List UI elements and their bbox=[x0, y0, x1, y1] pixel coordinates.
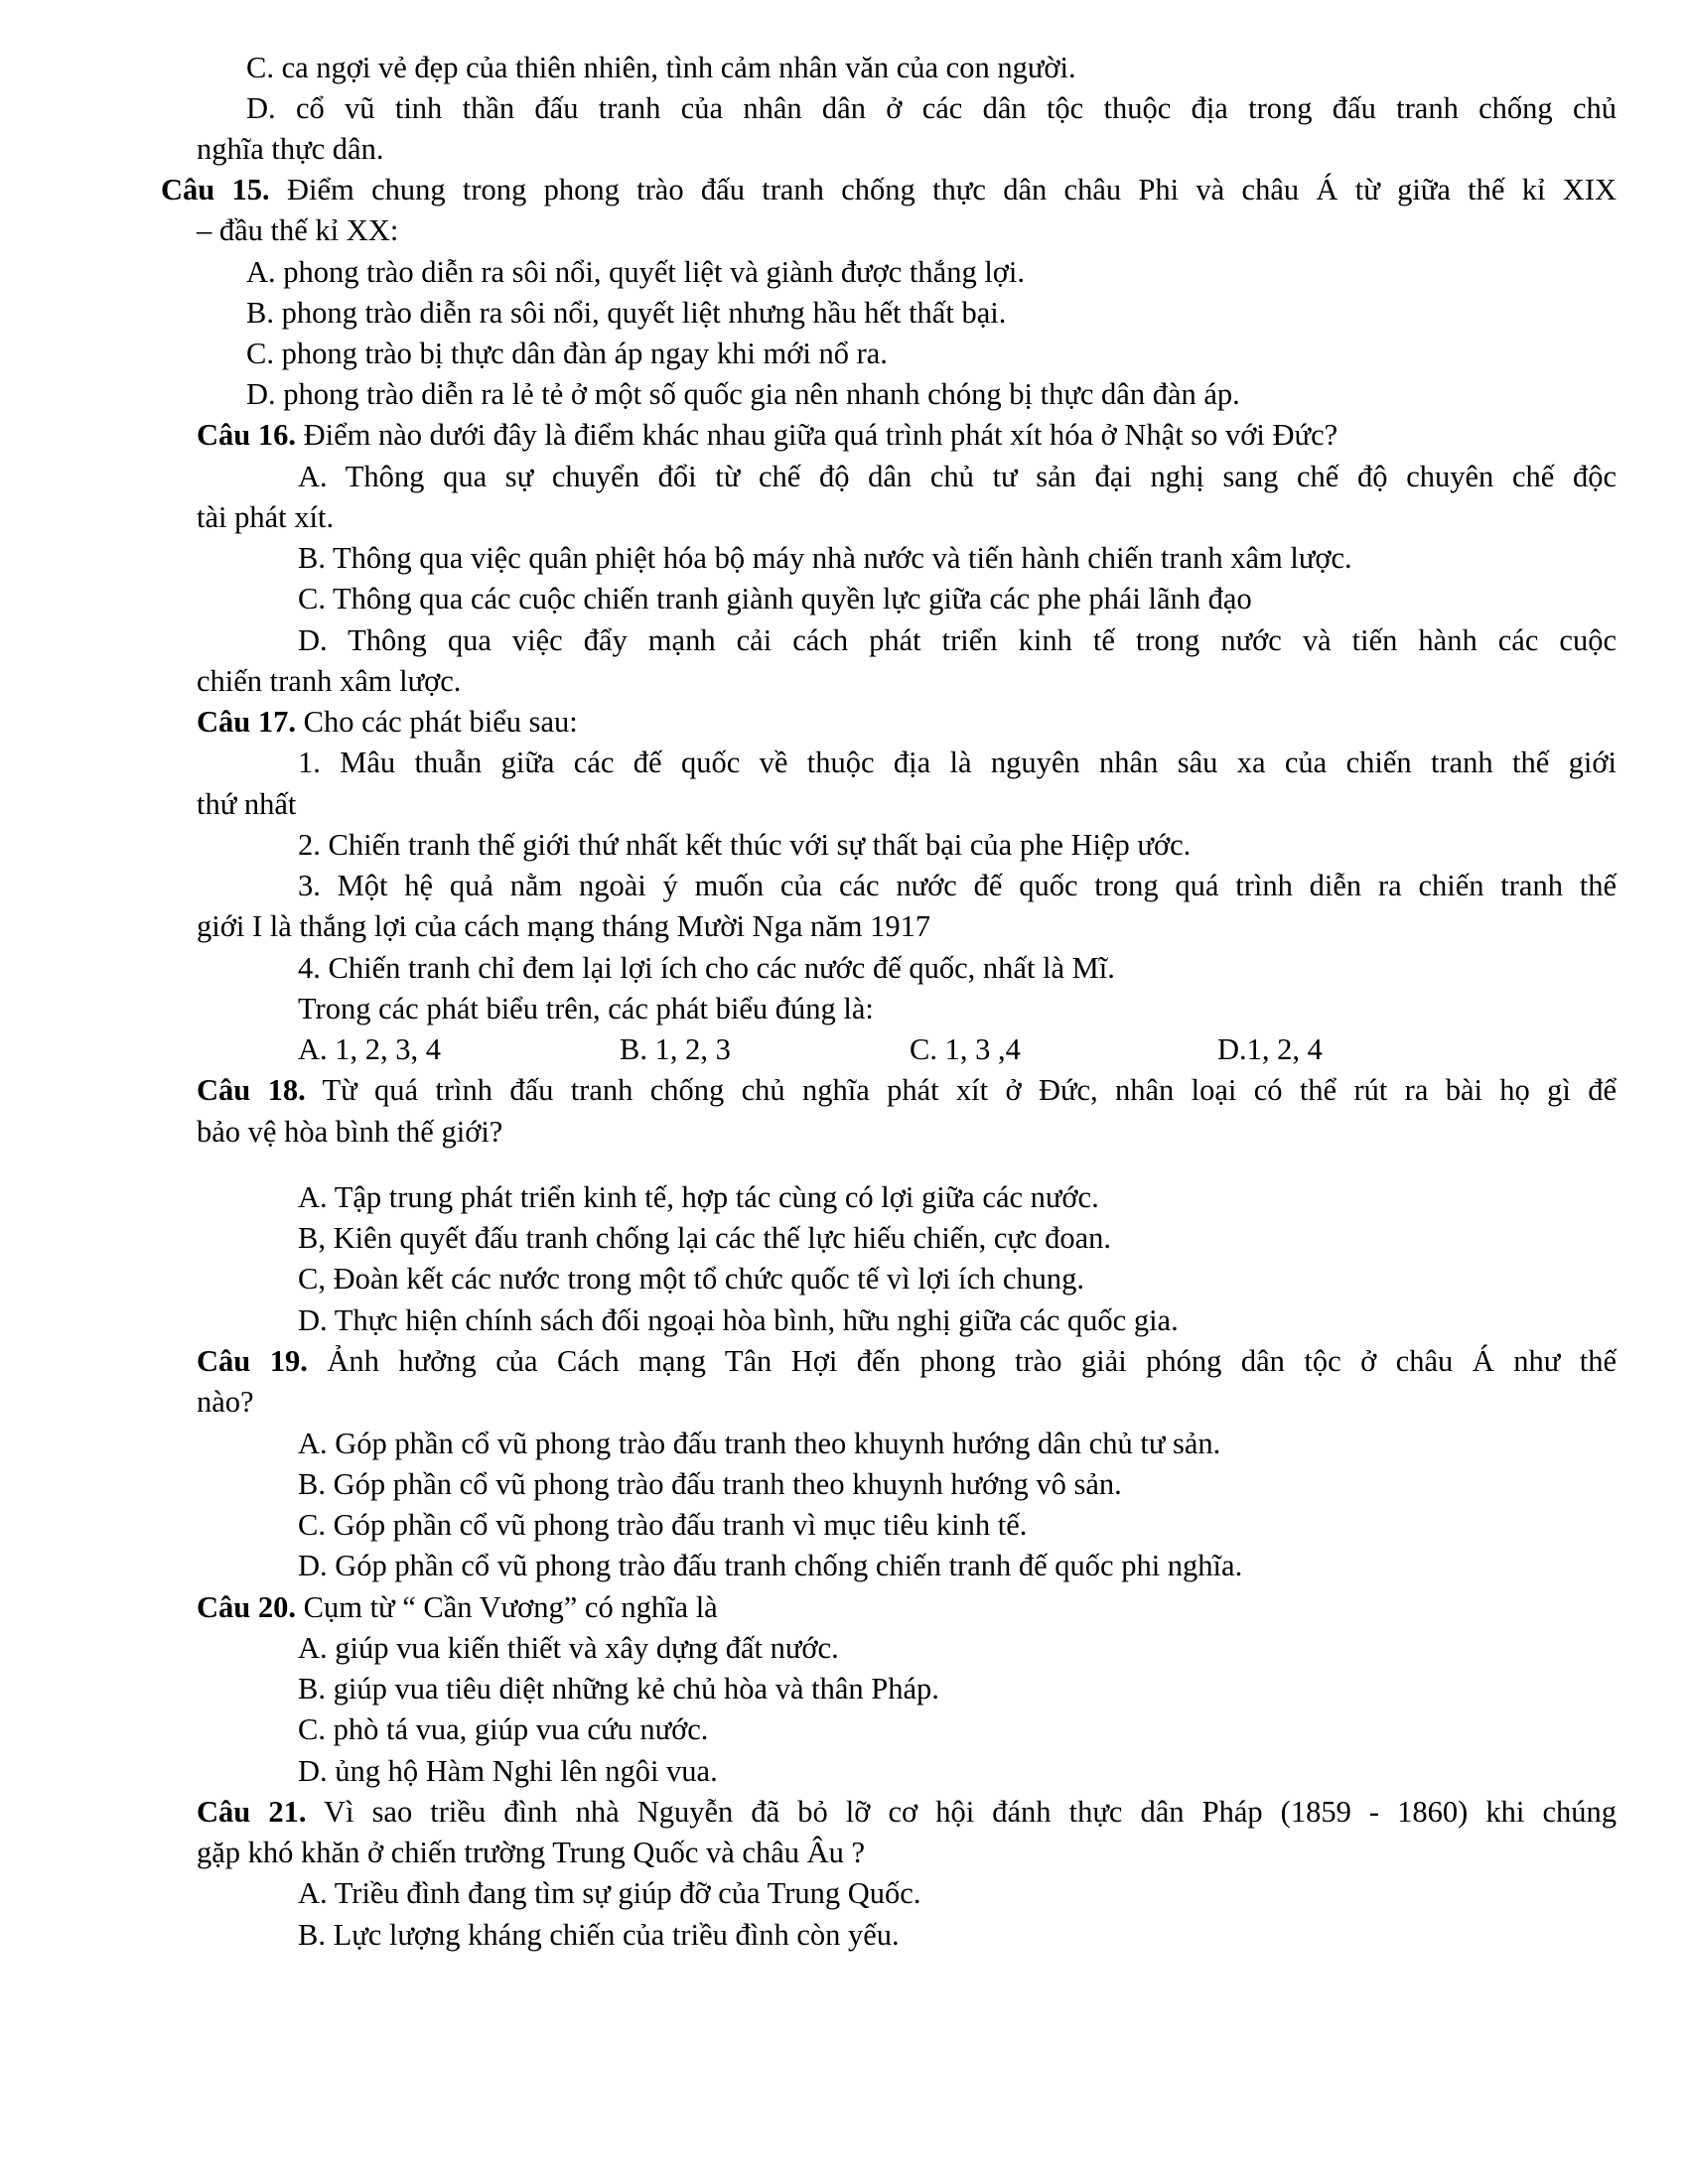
q19-option-a: A. Góp phần cổ vũ phong trào đấu tranh theo khuynh hướng dân chủ tư sản. bbox=[298, 1427, 1221, 1460]
q17-prompt: Trong các phát biểu trên, các phát biểu đúng là: bbox=[298, 992, 874, 1025]
question-label: Câu 15. bbox=[161, 173, 270, 206]
q18-option-b: B, Kiên quyết đấu tranh chống lại các thế lực hiếu chiến, cực đoan. bbox=[298, 1221, 1111, 1255]
question-text: Ảnh hưởng của Cách mạng Tân Hợi đến phong trào giải phóng dân tộc ở châu Á như thế bbox=[327, 1344, 1618, 1378]
question-21 bbox=[197, 1794, 1617, 1830]
question-19 bbox=[197, 1343, 1617, 1379]
q19-option-b: B. Góp phần cổ vũ phong trào đấu tranh theo khuynh hướng vô sản. bbox=[298, 1467, 1122, 1501]
q21-option-a: A. Triều đình đang tìm sự giúp đỡ của Trung Quốc. bbox=[298, 1876, 921, 1910]
q20-option-b: B. giúp vua tiêu diệt những kẻ chủ hòa và thân Pháp. bbox=[298, 1672, 939, 1706]
question-text: Điểm nào dưới đây là điểm khác nhau giữa quá trình phát xít hóa ở Nhật so với Đức? bbox=[303, 418, 1338, 452]
question-label: Câu 18. bbox=[197, 1073, 306, 1107]
q20-option-a: A. giúp vua kiến thiết và xây dựng đất nước. bbox=[298, 1631, 839, 1665]
question-15 bbox=[161, 172, 1617, 207]
q17-option-b: B. 1, 2, 3 bbox=[620, 1032, 731, 1066]
question-label: Câu 20. bbox=[197, 1590, 296, 1624]
question-text: Cho các phát biểu sau: bbox=[303, 705, 578, 739]
q16-option-a-line1: A. Thông qua sự chuyển đổi từ chế độ dân chủ tư sản đại nghị sang chế độ chuyên chế độc bbox=[298, 460, 1617, 493]
q20-option-c: C. phò tá vua, giúp vua cứu nước. bbox=[298, 1712, 709, 1746]
q16-option-c: C. Thông qua các cuộc chiến tranh giành quyền lực giữa các phe phái lãnh đạo bbox=[298, 582, 1252, 615]
q18-option-a: A. Tập trung phát triển kinh tế, hợp tác cùng có lợi giữa các nước. bbox=[298, 1180, 1099, 1214]
question-20 bbox=[197, 1589, 718, 1625]
q15-option-a: A. phong trào diễn ra sôi nổi, quyết liệt và giành được thắng lợi. bbox=[246, 255, 1026, 289]
q14-option-d-line2: nghĩa thực dân. bbox=[197, 132, 384, 166]
q18-text-line2: bảo vệ hòa bình thế giới? bbox=[197, 1115, 503, 1149]
q18-option-c: C, Đoàn kết các nước trong một tổ chức quốc tế vì lợi ích chung. bbox=[298, 1262, 1085, 1296]
question-16 bbox=[197, 417, 1337, 453]
question-text: Từ quá trình đấu tranh chống chủ nghĩa phát xít ở Đức, nhân loại có thể rút ra bài họ gì để bbox=[305, 1073, 1617, 1107]
q17-option-a: A. 1, 2, 3, 4 bbox=[298, 1032, 442, 1066]
q17-statement-1-line2: thứ nhất bbox=[197, 787, 297, 821]
q17-option-c: C. 1, 3 ,4 bbox=[910, 1032, 1021, 1066]
q20-option-d: D. ủng hộ Hàm Nghi lên ngôi vua. bbox=[298, 1754, 718, 1788]
question-label: Câu 21. bbox=[197, 1795, 307, 1829]
question-label: Câu 19. bbox=[197, 1344, 308, 1378]
q21-text-line2: gặp khó khăn ở chiến trường Trung Quốc và châu Âu ? bbox=[197, 1836, 866, 1869]
question-label: Câu 16. bbox=[197, 418, 296, 452]
question-label: Câu 17. bbox=[197, 705, 296, 739]
q17-statement-2: 2. Chiến tranh thế giới thứ nhất kết thúc với sự thất bại của phe Hiệp ước. bbox=[298, 828, 1192, 862]
q16-option-d-line2: chiến tranh xâm lược. bbox=[197, 664, 462, 698]
q17-statement-4: 4. Chiến tranh chỉ đem lại lợi ích cho các nước đế quốc, nhất là Mĩ. bbox=[298, 951, 1115, 985]
question-text: Điểm chung trong phong trào đấu tranh chống thực dân châu Phi và châu Á từ giữa thế kỉ XIX bbox=[287, 173, 1617, 206]
q21-option-b: B. Lực lượng kháng chiến của triều đình còn yếu. bbox=[298, 1918, 900, 1952]
q17-statement-3-line1: 3. Một hệ quả nằm ngoài ý muốn của các nước đế quốc trong quá trình diễn ra chiến tranh thế bbox=[298, 869, 1617, 902]
q19-option-c: C. Góp phần cổ vũ phong trào đấu tranh vì mục tiêu kinh tế. bbox=[298, 1508, 1028, 1542]
q18-option-d: D. Thực hiện chính sách đối ngoại hòa bình, hữu nghị giữa các quốc gia. bbox=[298, 1303, 1179, 1337]
question-text: Vì sao triều đình nhà Nguyễn đã bỏ lỡ cơ hội đánh thực dân Pháp (1859 - 1860) khi chúng bbox=[323, 1795, 1617, 1829]
q15-option-b: B. phong trào diễn ra sôi nổi, quyết liệt nhưng hầu hết thất bại. bbox=[246, 296, 1007, 330]
q17-statement-3-line2: giới I là thắng lợi của cách mạng tháng Mười Nga năm 1917 bbox=[197, 909, 931, 943]
q16-option-b: B. Thông qua việc quân phiệt hóa bộ máy nhà nước và tiến hành chiến tranh xâm lược. bbox=[298, 541, 1352, 575]
q16-option-d-line1: D. Thông qua việc đẩy mạnh cải cách phát triển kinh tế trong nước và tiến hành các cuộc bbox=[298, 623, 1617, 657]
q15-text-line2: – đầu thế kỉ XX: bbox=[197, 213, 399, 247]
question-17 bbox=[197, 704, 578, 740]
question-18 bbox=[197, 1072, 1617, 1108]
q14-option-c: C. ca ngợi vẻ đẹp của thiên nhiên, tình cảm nhân văn của con người. bbox=[246, 51, 1076, 84]
q15-option-d: D. phong trào diễn ra lẻ tẻ ở một số quốc gia nên nhanh chóng bị thực dân đàn áp. bbox=[246, 377, 1240, 411]
q19-option-d: D. Góp phần cổ vũ phong trào đấu tranh chống chiến tranh đế quốc phi nghĩa. bbox=[298, 1549, 1243, 1582]
q16-option-a-line2: tài phát xít. bbox=[197, 500, 335, 534]
question-text: Cụm từ “ Cần Vương” có nghĩa là bbox=[296, 1590, 718, 1624]
q14-option-d-line1: D. cổ vũ tinh thần đấu tranh của nhân dân ở các dân tộc thuộc địa trong đấu tranh chống chủ bbox=[246, 91, 1617, 125]
q17-statement-1-line1: 1. Mâu thuẫn giữa các đế quốc về thuộc địa là nguyên nhân sâu xa của chiến tranh thế giới bbox=[298, 746, 1617, 779]
q19-text-line2: nào? bbox=[197, 1385, 254, 1419]
q17-option-d: D.1, 2, 4 bbox=[1217, 1032, 1323, 1066]
q15-option-c: C. phong trào bị thực dân đàn áp ngay khi mới nổ ra. bbox=[246, 337, 888, 370]
